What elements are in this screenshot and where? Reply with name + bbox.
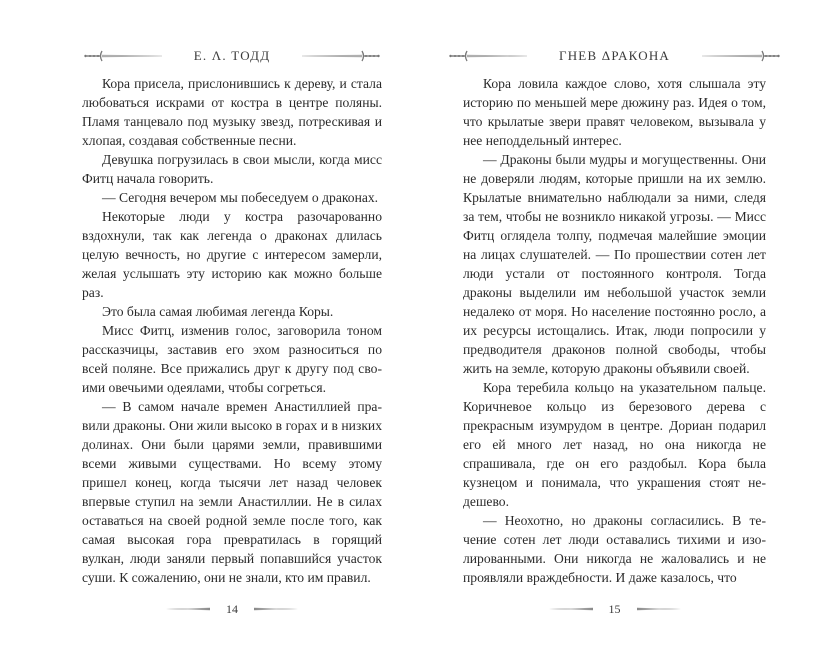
running-header <box>463 46 766 66</box>
paragraph: Девушка погрузилась в свои мысли, когда мисс Фитц начала говорить. <box>82 152 382 186</box>
page-number: 15 <box>608 601 621 616</box>
paragraph: — Драконы были мудры и могущественны. Они не доверяли людям, которые пришли на их землю. Крылатые внимательно наблюдали за ними, следя за тем, чтобы не возникло никакой угрозы. — Мисс Фитц оглядела толпу, подмечая малейшие эмоции на лицах слушателей. — По прошествии сотен лет люди устали от постоянного контроля. Тогда драконы выделили им небольшой участок земли недалеко от моря. Но население постоянно росло, а их ресурсы истощались. Итак, люди попросили у предводителя драконов полной свободы, чтобы жить на земле, которую драконы объявили своей. <box>463 152 766 376</box>
paragraph: Мисс Фитц, изменив голос, заговорила тоном рассказчицы, заставив его эхом разноситься по всей поляне. Все прижались друг к другу под своими овечьими одеялами, чтобы согреться. <box>82 323 382 395</box>
right-page <box>410 0 820 661</box>
paragraph: — Неохотно, но драконы согласились. В течение сотен лет люди оставались тихими и изолированными. Они никогда не жаловались и не проявляли враждебности. И даже казалось, что <box>463 513 766 585</box>
sword-ornament-icon <box>300 50 380 62</box>
sword-ornament-icon <box>449 50 529 62</box>
page-number: 14 <box>226 601 238 616</box>
sword-ornament-icon <box>84 50 164 62</box>
paragraph: — Сегодня вечером мы побеседуем о драконах. <box>102 190 379 205</box>
page-body <box>463 74 766 587</box>
paragraph: Кора присела, прислонившись к дереву, и стала любоваться искрами от костра в центре поляны. Пламя танцевало под музыку звезд, потрескивая и хлопая, создавая собственные песни. <box>82 76 382 148</box>
running-header-author: Е. Λ. ТОДД <box>193 48 271 63</box>
running-header <box>82 46 382 66</box>
paragraph: Это была самая любимая легенда Коры. <box>102 304 334 319</box>
footer-rule-icon <box>254 607 298 611</box>
paragraph: Кора теребила кольцо на указательном пальце. Коричневое кольцо из березового дерева с прекрасным изумрудом в центре. Дориан подарил его ей много лет назад, но она никогда не спрашивала, где он его раздобыл. Кора была кузнецом и понимала, что украшения стоят недешево. <box>463 380 766 509</box>
page-footer <box>463 601 766 617</box>
running-header-book-title: ГНЕВ ΔРАКОНА <box>559 48 670 63</box>
footer-rule-icon <box>166 607 210 611</box>
page-footer <box>82 601 382 617</box>
paragraph: Некоторые люди у костра разочарованно вздохнули, так как легенда о драконах длилась целую вечность, но другие с интересом замерли, желая услышать эту историю как можно больше раз. <box>82 209 382 300</box>
page-body <box>82 74 382 587</box>
footer-rule-icon <box>549 607 593 611</box>
sword-ornament-icon <box>700 50 780 62</box>
paragraph: Кора ловила каждое слово, хотя слышала эту историю по меньшей мере дюжину раз. Идея о том, что крылатые звери правят человеком, вызывала у нее неподдельный интерес. <box>463 76 766 148</box>
footer-rule-icon <box>637 607 681 611</box>
paragraph: — В самом начале времен Анастиллией правили драконы. Они жили высоко в горах и в низких долинах. Они были царями земли, правившими всеми живыми существами. Но всему этому пришел конец, когда тысячи лет назад человек впервые ступил на земли Анастиллии. Не в силах оставаться на своей родной земле после того, как самая высокая гора превратилась в горящий вулкан, люди заняли первый попавшийся участок суши. К сожалению, они не знали, кто им правил. <box>82 399 382 585</box>
